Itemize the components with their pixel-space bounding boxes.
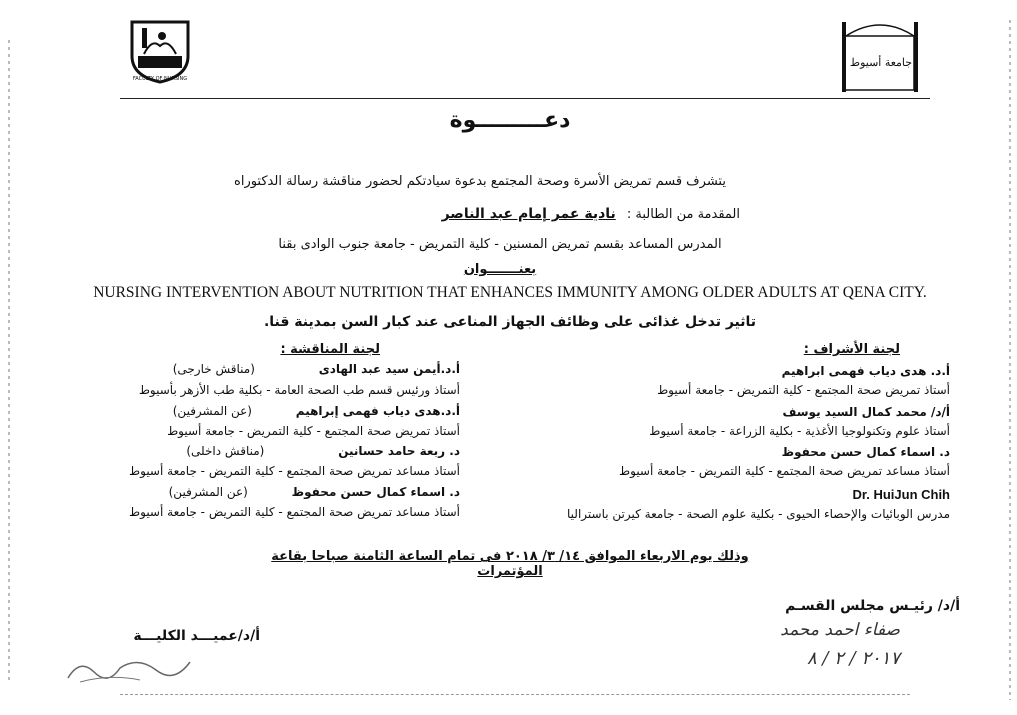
examiner-name-3: د. ربعة حامد حسانين [338, 444, 460, 458]
university-logo [836, 14, 926, 94]
examiner-name-4: د. اسماء كمال حسن محفوظ [291, 485, 460, 499]
examination-heading: لجنة المناقشة : [280, 342, 380, 357]
student-position: المدرس المساعد بقسم تمريض المسنين - كلية التمريض - جامعة جنوب الوادى بقنا [278, 237, 722, 252]
student-line [300, 203, 740, 222]
supervisor-affiliation-4: مدرس الوبائيات والإحصاء الحيوى - بكلية علوم الصحة - جامعة كيرتن باستراليا [567, 507, 950, 521]
supervisor-name-3: د. اسماء كمال حسن محفوظ [781, 445, 950, 459]
faculty-logo-text: FACULTY OF NURSING [132, 76, 188, 82]
examiner-row-3 [80, 444, 460, 458]
faculty-logo [122, 16, 198, 86]
examiner-affiliation-1: أستاذ ورئيس قسم طب الصحة العامة - بكلية طب الأزهر بأسيوط [138, 383, 460, 397]
scan-edge-right [1009, 20, 1011, 700]
thesis-title-english: NURSING INTERVENTION ABOUT NUTRITION THAT ENHANCES IMMUNITY AMONG OLDER ADULTS AT QENA CITY. [93, 284, 927, 301]
supervisor-name-2: أ/د/ محمد كمال السيد يوسف [782, 405, 950, 419]
examiner-name-2: أ.د.هدى دياب فهمى إبراهيم [295, 404, 460, 418]
university-logo-text: جامعة أسيوط [849, 56, 913, 69]
scan-edge-left [8, 40, 10, 680]
document-title: دعـــــــــوة [449, 108, 571, 133]
intro-text: يتشرف قسم تمريض الأسرة وصحة المجتمع بدعوة سيادتكم لحضور مناقشة رسالة الدكتوراه [234, 174, 726, 189]
dean-label: أ/د/عميـــد الكليـــة [133, 628, 260, 644]
student-label: المقدمة من الطالبة : [626, 207, 740, 222]
supervisor-name-1: أ.د. هدى دياب فهمى ابراهيم [781, 364, 950, 378]
header-rule [120, 98, 930, 99]
examiner-affiliation-4: أستاذ مساعد تمريض صحة المجتمع - كلية التمريض - جامعة أسيوط [129, 505, 460, 519]
supervisor-affiliation-3: أستاذ مساعد تمريض صحة المجتمع - كلية التمريض - جامعة أسيوط [619, 464, 950, 478]
department-head-date: ٢٠١٧ / ٢ / ٨ [806, 648, 900, 669]
thesis-title-arabic: تاثير تدخل غذائى على وظائف الجهاز المناعى عند كبار السن بمدينة قنا. [263, 314, 757, 330]
department-head-signature: صفاء احمد محمد [780, 620, 900, 640]
student-name: نادية عمر إمام عبد الناصر [441, 206, 616, 222]
thesis-title-label: بعنـــــــوان [463, 262, 537, 277]
defense-date-line: وذلك يوم الاربعاء الموافق ١٤/ ٣/ ٢٠١٨ فى تمام الساعة الثامنة صباحا بقاعة المؤتمرات [271, 549, 749, 579]
supervisor-affiliation-1: أستاذ تمريض صحة المجتمع - كلية التمريض - جامعة أسيوط [657, 383, 950, 397]
examiner-row-2 [80, 404, 460, 418]
supervisor-name-4: Dr. HuiJun Chih [852, 487, 950, 502]
examiner-affiliation-2: أستاذ تمريض صحة المجتمع - كلية التمريض - جامعة أسيوط [167, 424, 460, 438]
department-head-label: أ/د/ رئيـس مجلس القسـم [785, 598, 960, 614]
supervisor-affiliation-2: أستاذ علوم وتكنولوجيا الأغذية - بكلية الزراعة - جامعة أسيوط [649, 424, 950, 438]
examiner-row-1 [80, 362, 460, 376]
examiner-role-2: (عن المشرفين) [172, 404, 252, 418]
examiner-role-1: (مناقش خارجى) [172, 362, 255, 376]
supervision-heading: لجنة الأشراف : [803, 342, 900, 357]
examiner-row-4 [80, 485, 460, 499]
examiner-role-4: (عن المشرفين) [168, 485, 248, 499]
examiner-role-3: (مناقش داخلى) [186, 444, 265, 458]
dean-signature [60, 648, 200, 688]
examiner-affiliation-3: أستاذ مساعد تمريض صحة المجتمع - كلية التمريض - جامعة أسيوط [129, 464, 460, 478]
bottom-scan-line [120, 694, 910, 696]
examiner-name-1: أ.د.أيمن سيد عبد الهادى [318, 362, 460, 376]
